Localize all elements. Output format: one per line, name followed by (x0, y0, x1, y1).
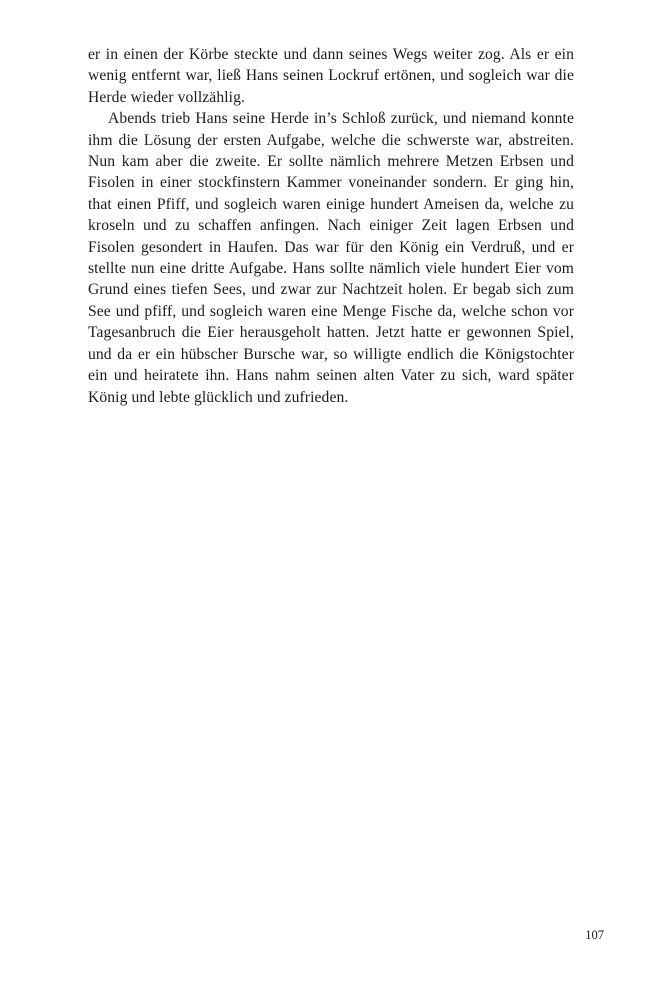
body-paragraph: Abends trieb Hans seine Herde in’s Schloß zurück, und niemand konnte ihm die Lösung der ersten Aufgabe, welche die schwerste war, abstreiten. Nun kam aber die zweite. Er sollte nämlich mehrere Metzen Erbsen und Fisolen in einer stockfinstern Kammer voneinander sondern. Er ging hin, that einen Pfiff, und sogleich waren einige hundert Ameisen da, welche zu kroseln und zu schaffen anfingen. Nach einiger Zeit lagen Erbsen und Fisolen gesondert in Haufen. Das war für den König ein Verdruß, und er stellte nun eine dritte Aufgabe. Hans sollte nämlich viele hundert Eier vom Grund eines tiefen Sees, und zwar zur Nachtzeit holen. Er begab sich zum See und pfiff, und sogleich waren eine Menge Fische da, welche schon vor Tagesanbruch die Eier herausgeholt hatten. Jetzt hatte er gewonnen Spiel, und da er ein hübscher Bursche war, so willigte endlich die Königstochter ein und heiratete ihn. Hans nahm seinen alten Vater zu sich, ward später König und lebte glücklich und zufrieden. (88, 110, 574, 406)
page-text-block (88, 44, 574, 408)
body-paragraph-continued: er in einen der Körbe steckte und dann seines Wegs weiter zog. Als er ein wenig entfernt war, ließ Hans seinen Lockruf ertönen, und sogleich war die Herde wieder vollzählig. (88, 46, 574, 106)
page-number: 107 (585, 928, 604, 942)
